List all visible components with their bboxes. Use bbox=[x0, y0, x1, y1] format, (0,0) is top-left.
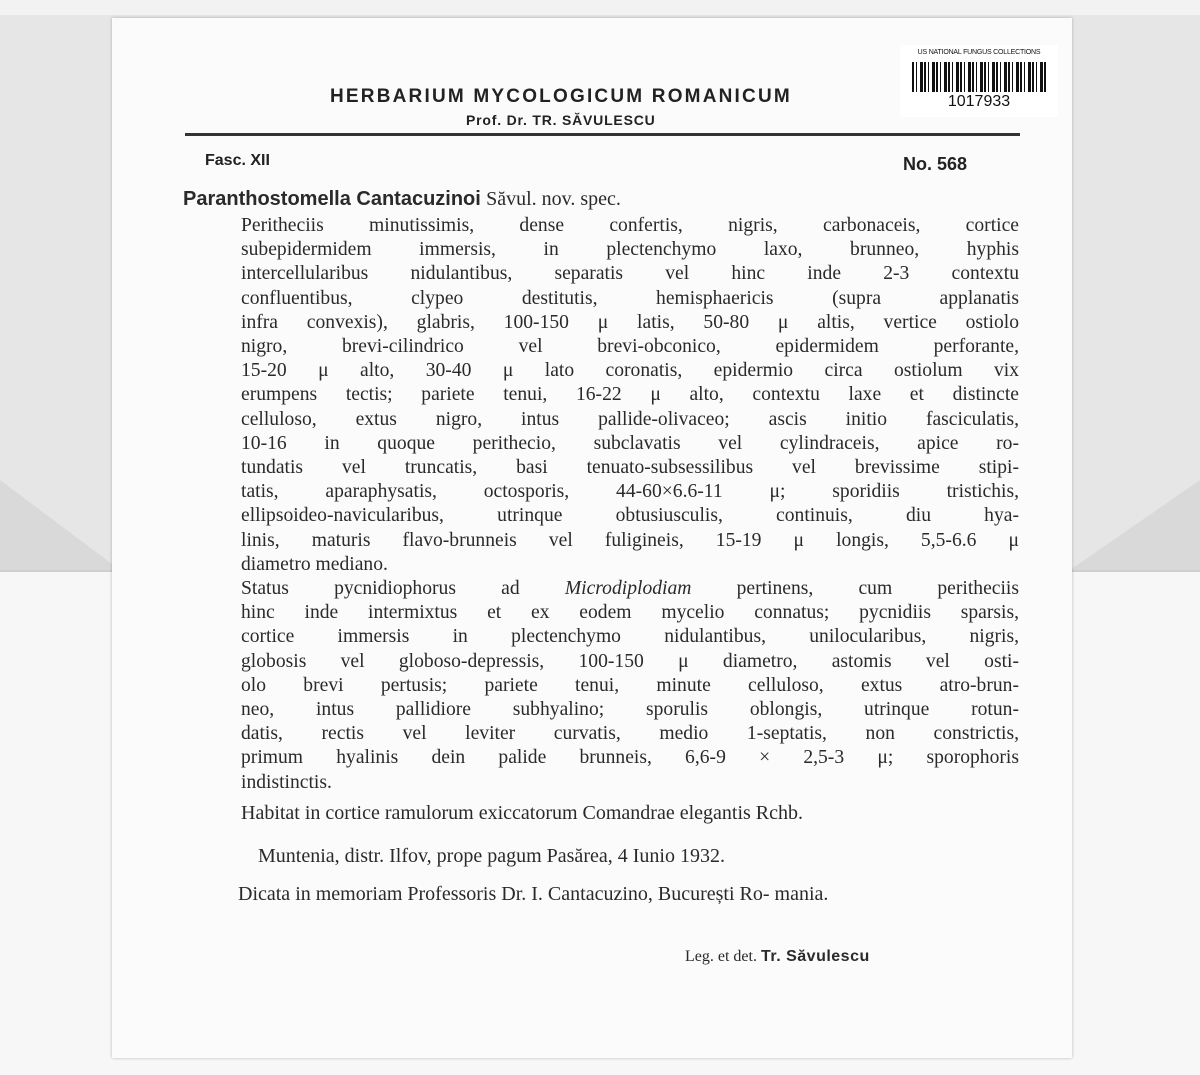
pycnidial-line: datis, rectis vel leviter curvatis, medio 1-septatis, non constrictis, bbox=[241, 723, 1019, 745]
pycnidial-line: olo brevi pertusis; pariete tenui, minute celluloso, extus atro-brun- bbox=[241, 674, 1019, 696]
herbarium-subtitle: Prof. Dr. TR. SĂVULESCU bbox=[466, 112, 656, 128]
description-line: linis, maturis flavo-brunneis vel fuligineis, 15-19 μ longis, 5,5-6.6 μ bbox=[241, 529, 1019, 551]
description-line: erumpens tectis; pariete tenui, 16-22 μ alto, contextu laxe et distincte bbox=[241, 384, 1019, 406]
description-line: ellipsoideo-navicularibus, utrinque obtusiusculis, continuis, diu hya- bbox=[241, 505, 1019, 527]
barcode-label bbox=[900, 45, 1058, 117]
pycnidial-line: primum hyalinis dein palide brunneis, 6,6-9 × 2,5-3 μ; sporophoris bbox=[241, 747, 1019, 769]
habitat-text: Habitat in cortice ramulorum exiccatorum Comandrae elegantis Rchb. bbox=[241, 802, 804, 824]
specimen-number: No. 568 bbox=[903, 154, 968, 174]
pycnidial-line: neo, intus pallidiore subhyalino; sporulis oblongis, utrinque rotun- bbox=[241, 699, 1019, 721]
pycnidial-text: Status pycnidiophorus ad bbox=[241, 578, 520, 600]
collector-line bbox=[685, 948, 870, 966]
description-line: 15-20 μ alto, 30-40 μ lato coronatis, epidermio circa ostiolum vix bbox=[241, 360, 1019, 382]
species-name: Paranthostomella Cantacuzinoi bbox=[183, 188, 481, 210]
barcode-institution: US NATIONAL FUNGUS COLLECTIONS bbox=[917, 49, 1041, 56]
species-description bbox=[241, 214, 1019, 795]
description-line: subepidermidem immersis, in plectenchymo laxo, brunneo, hyphis bbox=[241, 239, 1019, 261]
species-heading bbox=[183, 186, 621, 211]
description-line: 10-16 in quoque perithecio, subclavatis vel cylindraceis, apice ro- bbox=[241, 432, 1019, 454]
envelope-flap-left bbox=[0, 480, 120, 570]
pycnidial-line: hinc inde intermixtus et ex eodem mycelio connatus; pycnidiis sparsis, bbox=[241, 602, 1019, 624]
description-line: confluentibus, clypeo destitutis, hemisphaericis (supra applanatis bbox=[241, 287, 1019, 309]
collector-prefix: Leg. et det. bbox=[685, 948, 757, 965]
herbarium-title: HERBARIUM MYCOLOGICUM ROMANICUM bbox=[330, 86, 792, 107]
pycnidial-text: pertinens, cum peritheciis bbox=[736, 578, 1019, 600]
envelope-flap-right bbox=[1070, 480, 1200, 570]
barcode-bars bbox=[912, 62, 1048, 92]
pycnidial-line: cortice immersis in plectenchymo nidulantibus, unilocularibus, nigris, bbox=[241, 626, 1019, 648]
pycnidial-genus: Microdiplodiam bbox=[564, 578, 692, 600]
pycnidial-first-line bbox=[241, 577, 1019, 601]
collector-name: Tr. Săvulescu bbox=[760, 948, 870, 965]
description-line: celluloso, extus nigro, intus pallide-olivaceo; ascis initio fasciculatis, bbox=[241, 408, 1019, 430]
barcode-number: 1017933 bbox=[947, 93, 1011, 110]
dedication-text: Dicata in memoriam Professoris Dr. I. Cantacuzino, București Ro- mania. bbox=[238, 883, 829, 905]
pycnidial-line: indistinctis. bbox=[241, 771, 332, 793]
description-line: tundatis vel truncatis, basi tenuato-subsessilibus vel brevissime stipi- bbox=[241, 457, 1019, 479]
description-line: tatis, aparaphysatis, octosporis, 44-60×6.6-11 μ; sporidiis tristichis, bbox=[241, 481, 1019, 503]
fascicle-number: Fasc. XII bbox=[205, 152, 270, 169]
description-line: intercellularibus nidulantibus, separatis vel hinc inde 2-3 contextu bbox=[241, 263, 1019, 285]
description-line: Peritheciis minutissimis, dense confertis, nigris, carbonaceis, cortice bbox=[241, 215, 1019, 236]
description-line: infra convexis), glabris, 100-150 μ latis, 50-80 μ altis, vertice ostiolo bbox=[241, 311, 1019, 333]
description-line: diametro mediano. bbox=[241, 553, 388, 575]
header-rule bbox=[185, 133, 1020, 136]
locality-text: Muntenia, distr. Ilfov, prope pagum Pasărea, 4 Iunio 1932. bbox=[258, 845, 725, 867]
description-line: nigro, brevi-cilindrico vel brevi-obconico, epidermidem perforante, bbox=[241, 336, 1019, 358]
pycnidial-line: globosis vel globoso-depressis, 100-150 μ diametro, astomis vel osti- bbox=[241, 650, 1019, 672]
species-authority: Săvul. nov. spec. bbox=[486, 188, 621, 210]
